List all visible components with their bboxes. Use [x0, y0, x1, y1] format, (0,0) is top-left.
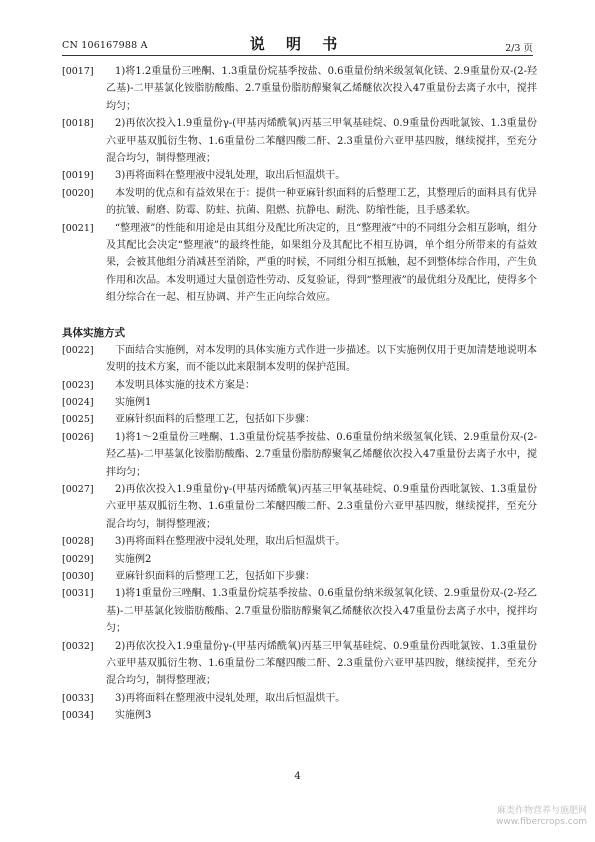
paragraph-number: [0018] — [62, 118, 94, 130]
paragraph-number: [0027] — [62, 483, 94, 495]
paragraph — [62, 377, 537, 394]
paragraph-text: 1)将1～2重量份三唑酮、1.3重量份烷基季按盐、0.6重量份纳米级氢氧化镁、2.9重量份双-(2-羟乙基)-二甲基氯化铵脂肪酸酯、2.7重量份脂肪醇聚氧乙烯醚依次投入47重量份去离子水中，搅拌均匀； — [106, 431, 537, 478]
paragraph — [62, 533, 537, 550]
page-header — [62, 32, 533, 54]
paragraph-text: 下面结合实施例，对本发明的具体实施方式作进一步描述。以下实施例仅用于更加清楚地说明本发明的技术方案，而不能以此来限制本发明的保护范围。 — [106, 344, 537, 374]
document-title: 说 明 书 — [249, 35, 346, 53]
paragraph-text: 1)将1重量份三唑酮、1.3重量份烷基季按盐、0.6重量份纳米级氢氧化镁、2.9重量份双-(2-羟乙基)-二甲基氯化铵脂肪酸酯、2.7重量份脂肪醇聚氧乙烯醚依次投入47重量份去离子水中，搅拌均匀； — [106, 588, 537, 635]
paragraph-text: 1)将1.2重量份三唑酮、1.3重量份烷基季按盐、0.6重量份纳米级氢氧化镁、2.9重量份双-(2-羟乙基)-二甲基氯化铵脂肪酸酯、2.7重量份脂肪醇聚氧乙烯醚依次投入47重量份去离子水中，搅拌均匀； — [106, 66, 537, 112]
paragraph-text: 2)再依次投入1.9重量份γ-(甲基丙烯酰氧)丙基三甲氧基硅烷、0.9重量份西吡氯铵、1.3重量份六亚甲基双胍衍生物、1.6重量份二苯醚四酸二酐、2.3重量份六亚甲基四胺，继续搅拌，至充分混合均匀，制得整理液； — [106, 483, 537, 530]
paragraph-number: [0020] — [62, 187, 94, 199]
paragraph-number: [0033] — [62, 692, 94, 704]
header-rule — [62, 55, 533, 56]
paragraph-number: [0028] — [62, 536, 94, 548]
paragraph — [62, 481, 537, 533]
paragraph-text: 本发明具体实施的技术方案是： — [115, 379, 255, 391]
paragraph-text: 3)再将面料在整理液中浸轧处理，取出后恒温烘干。 — [115, 536, 346, 548]
paragraph-list-bottom — [62, 342, 537, 725]
paragraph — [62, 220, 537, 307]
paragraph — [62, 638, 537, 690]
paragraph-text: 本发明的优点和有益效果在于：提供一种亚麻针织面料的后整理工艺，其整理后的面料具有优异的抗皱、耐磨、防霉、防蛀、抗菌、阻燃、抗静电、耐洗、防缩性能，且手感柔软。 — [106, 187, 537, 217]
paragraph — [62, 551, 537, 568]
paragraph-number: [0034] — [62, 710, 94, 722]
paragraph-text: 亚麻针织面料的后整理工艺，包括如下步骤： — [115, 414, 315, 426]
paragraph-number: [0024] — [62, 396, 94, 408]
paragraph — [62, 63, 537, 115]
paragraph-text: 3)再将面料在整理液中浸轧处理，取出后恒温烘干。 — [115, 692, 346, 704]
paragraph — [62, 115, 537, 167]
paragraph-number: [0021] — [62, 222, 94, 234]
paragraph-number: [0029] — [62, 553, 94, 565]
paragraph-number: [0022] — [62, 344, 94, 356]
paragraph-text: 实施例2 — [115, 553, 152, 565]
paragraph — [62, 568, 537, 585]
paragraph-text: 2)再依次投入1.9重量份γ-(甲基丙烯酰氧)丙基三甲氧基硅烷、0.9重量份西吡氯铵、1.3重量份六亚甲基双胍衍生物、1.6重量份二苯醚四酸二酐、2.3重量份六亚甲基四胺，继续搅拌，至充分混合均匀，制得整理液； — [106, 640, 537, 687]
paragraph-number: [0025] — [62, 414, 94, 426]
paragraph-number: [0019] — [62, 170, 94, 182]
paragraph-number: [0030] — [62, 570, 94, 582]
paragraph — [62, 429, 537, 481]
document-body — [62, 63, 537, 725]
paragraph — [62, 185, 537, 220]
paragraph — [62, 394, 537, 411]
paragraph — [62, 585, 537, 637]
section-gap — [62, 307, 537, 324]
paragraph-list-top — [62, 63, 537, 307]
watermark-url: www.fibercrops.com — [496, 817, 587, 827]
paragraph-text: 2)再依次投入1.9重量份γ-(甲基丙烯酰氧)丙基三甲氧基硅烷、0.9重量份西吡氯铵、1.3重量份六亚甲基双胍衍生物、1.6重量份二苯醚四酸二酐、2.3重量份六亚甲基四胺，继续搅拌，至充分混合均匀，制得整理液； — [106, 118, 537, 165]
watermark — [496, 806, 587, 828]
paragraph — [62, 690, 537, 707]
paragraph-number: [0031] — [62, 588, 94, 600]
paragraph-text: “整理液”的性能和用途是由其组分及配比所决定的，且“整理液”中的不同组分会相互影响，组分及其配比会决定“整理液”的最终性能，如果组分及其配比不相互协调，单个组分所带来的有益效果，会被其他组分消减甚至消除，严重的时候，不同组分相互抵触，起不到整体综合作用，产生负作用和次品。本发明通过大量创造性劳动、反复验证，得到“整理液”的最优组分及配比，使得多个组分综合在一起、相互协调、并产生正向综合效应。 — [106, 222, 537, 304]
watermark-text: 麻类作物营养与施肥网 — [496, 806, 587, 816]
paragraph-text: 3)再将面料在整理液中浸轧处理，取出后恒温烘干。 — [115, 170, 346, 182]
paragraph-text: 实施例3 — [115, 710, 152, 722]
paragraph-text: 实施例1 — [115, 396, 152, 408]
paragraph-number: [0032] — [62, 640, 94, 652]
paragraph-text: 亚麻针织面料的后整理工艺，包括如下步骤： — [115, 570, 315, 582]
paragraph-number: [0023] — [62, 379, 94, 391]
paragraph — [62, 411, 537, 428]
section-title: 具体实施方式 — [62, 326, 125, 339]
paragraph — [62, 707, 537, 724]
page-info: 2/3 页 — [505, 43, 533, 54]
paragraph-number: [0026] — [62, 431, 94, 443]
paragraph — [62, 342, 537, 377]
patent-number: CN 106167988 A — [62, 40, 148, 51]
page-number: 4 — [294, 771, 301, 782]
paragraph-number: [0017] — [62, 66, 94, 77]
paragraph — [62, 167, 537, 184]
